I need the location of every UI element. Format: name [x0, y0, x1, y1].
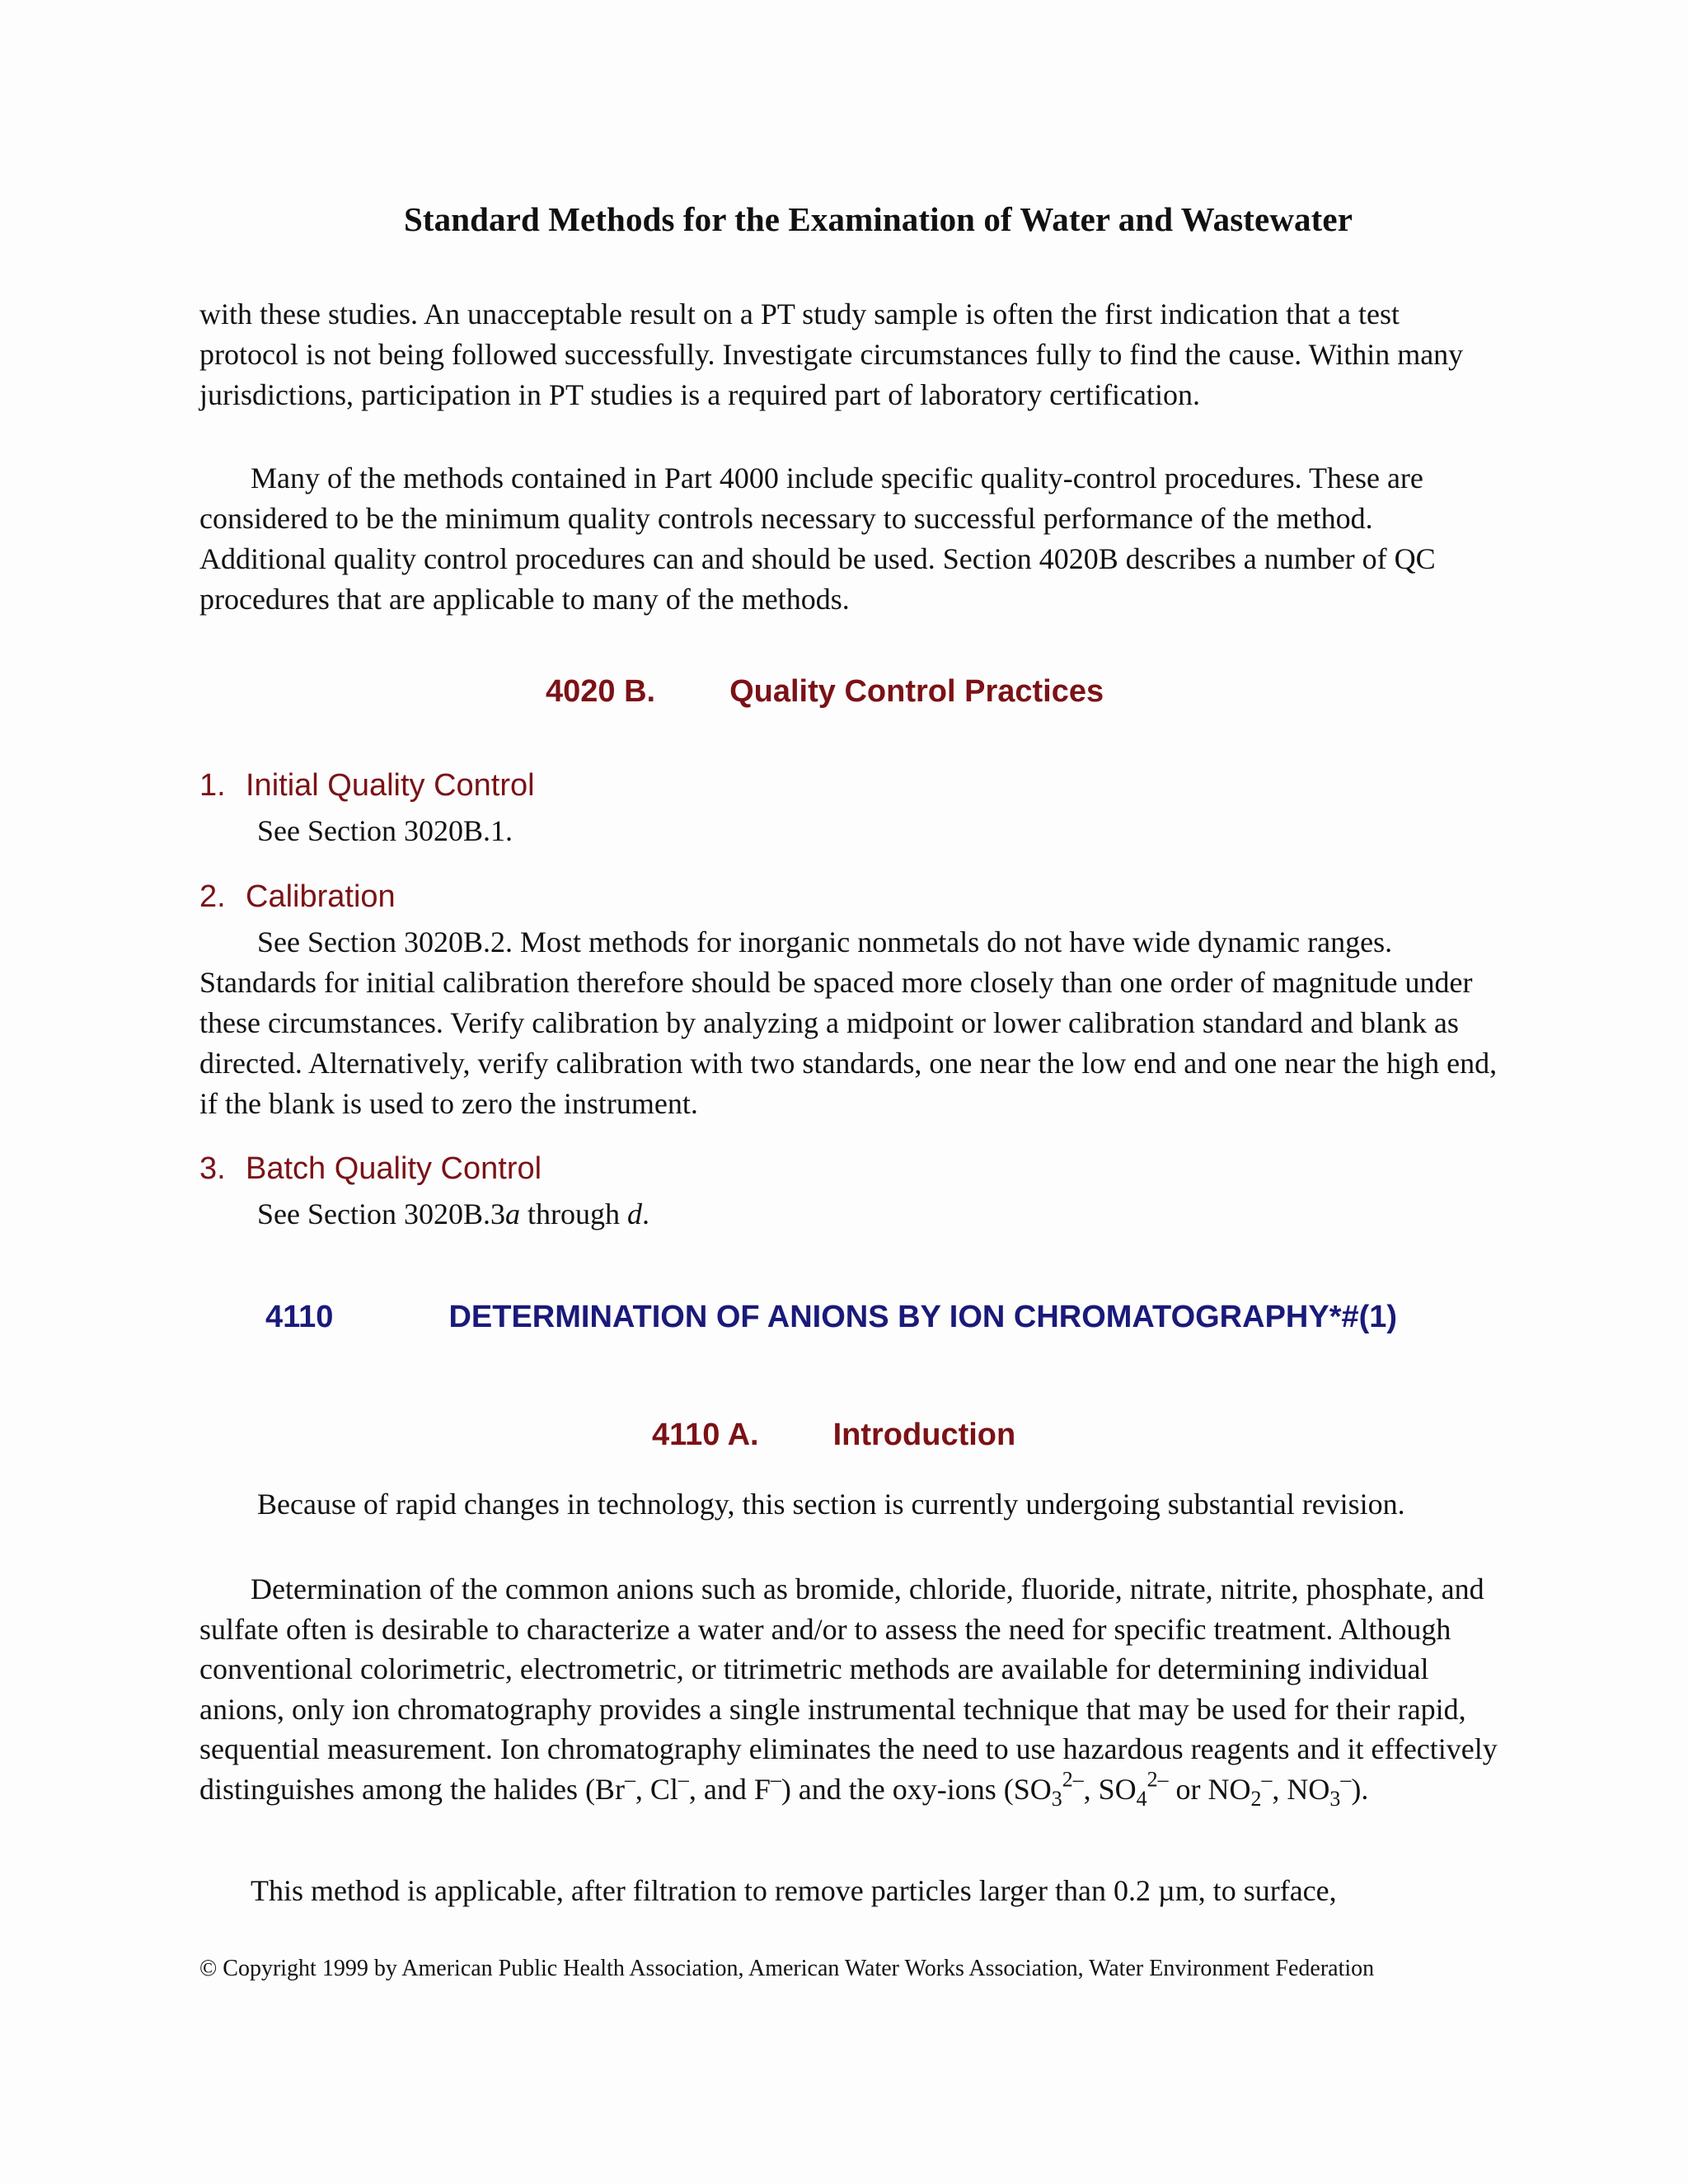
para2-text: , NO — [1272, 1772, 1330, 1806]
subsection-2-title: Calibration — [246, 879, 396, 914]
para2-text: ). — [1351, 1772, 1369, 1806]
section-4110a-number: 4110 A. — [652, 1418, 759, 1452]
section-4110a-title: Introduction — [832, 1418, 1016, 1452]
para2-main-text: Determination of the common anions such as bromide, chloride, fluoride, nitrate, nitrite, phosphate, and sulfate often is desirable to characterize a water and/or to assess the need for specific treatment. Although conventional colorimetric, electrometric, or titrimetric methods are available for determining individual anions, only ion chromatography provides a single instrumental technique that may be used for their rapid, sequential measurement. Ion chromatography eliminates the need to use hazardous reagents and it effectively distinguishes among the halides (Br — [199, 1572, 1498, 1806]
subsection-2-text: See Section 3020B.2. Most methods for inorganic nonmetals do not have wide dynamic ranges. Standards for initial calibration therefore should be spaced more closely than one order of magnitude under these circumstances. Verify calibration by analyzing a midpoint or lower calibration standard and blank as directed. Alternatively, verify calibration with two standards, one near the low end and one near the high end, if the blank is used to zero the instrument. — [199, 926, 1498, 1120]
section-4110-title: DETERMINATION OF ANIONS BY ION CHROMATOGRAPHY*#(1) — [448, 1300, 1398, 1334]
section-4020b-heading — [546, 674, 1104, 710]
para2-text: , SO — [1083, 1772, 1137, 1806]
superscript: – — [624, 1766, 635, 1791]
subsection-3-italic-a: a — [504, 1197, 520, 1230]
para2-text: , Cl — [635, 1772, 678, 1806]
subsection-1-text: See Section 3020B.1. — [257, 814, 513, 847]
superscript: – — [1340, 1766, 1352, 1791]
subsection-3-text-mid: through — [519, 1197, 627, 1230]
subsection-3-heading — [199, 1151, 542, 1187]
running-header-title: Standard Methods for the Examination of Water and Wastewater — [404, 200, 1353, 238]
subsection-3-number: 3. — [199, 1151, 226, 1186]
para2-text: , and F — [688, 1772, 771, 1806]
section-4020b-number: 4020 B. — [546, 674, 656, 709]
para2-text: or NO — [1168, 1772, 1251, 1806]
subscript: 4 — [1136, 1786, 1147, 1811]
section-4110a-paragraph-1: Because of rapid changes in technology, this section is currently undergoing substantial revision. — [257, 1488, 1405, 1521]
superscript: – — [678, 1766, 689, 1791]
subsection-1-number: 1. — [199, 768, 226, 803]
intro-paragraph-1: with these studies. An unacceptable result on a PT study sample is often the first indication that a test protocol is not being followed successfully. Investigate circumstances fully to find the cause. Within many jurisdictions, participation in PT studies is a required part of laboratory certification. — [199, 298, 1464, 411]
superscript: – — [1261, 1766, 1273, 1791]
subscript: 3 — [1329, 1786, 1341, 1811]
intro-paragraph-2: Many of the methods contained in Part 4000 include specific quality-control procedures. These are considered to be the minimum quality controls necessary to successful performance of the method. Additional quality control procedures can and should be used. Section 4020B describes a number of QC procedures that are applicable to many of the methods. — [199, 462, 1436, 616]
subsection-3-italic-d: d — [626, 1197, 642, 1230]
subsection-3-title: Batch Quality Control — [246, 1151, 542, 1186]
subscript: 3 — [1051, 1786, 1062, 1811]
superscript: – — [770, 1766, 781, 1791]
section-4110-number: 4110 — [265, 1300, 334, 1334]
subsection-2-number: 2. — [199, 879, 226, 914]
subsection-3-text — [199, 1194, 1502, 1235]
section-4110a-paragraph-3: This method is applicable, after filtration to remove particles larger than 0.2 µm, to surface, — [251, 1874, 1337, 1907]
subsection-1-heading — [199, 768, 535, 804]
copyright-footer: © Copyright 1999 by American Public Health Association, American Water Works Association, Water Environment Federation — [199, 1956, 1375, 1981]
section-4110a-paragraph-2 — [199, 1569, 1502, 1809]
subsection-2-heading — [199, 879, 396, 915]
superscript: 2– — [1062, 1766, 1084, 1791]
subscript: 2 — [1250, 1786, 1262, 1811]
section-4110-heading — [265, 1300, 1397, 1335]
para2-text: ) and the oxy-ions (SO — [781, 1772, 1052, 1806]
superscript: 2– — [1146, 1766, 1169, 1791]
section-4020b-title: Quality Control Practices — [729, 674, 1104, 709]
subsection-3-text-prefix: See Section 3020B.3 — [257, 1197, 505, 1230]
section-4110a-heading — [652, 1418, 1015, 1453]
subsection-3-text-suffix: . — [641, 1197, 649, 1230]
subsection-1-title: Initial Quality Control — [246, 768, 535, 803]
